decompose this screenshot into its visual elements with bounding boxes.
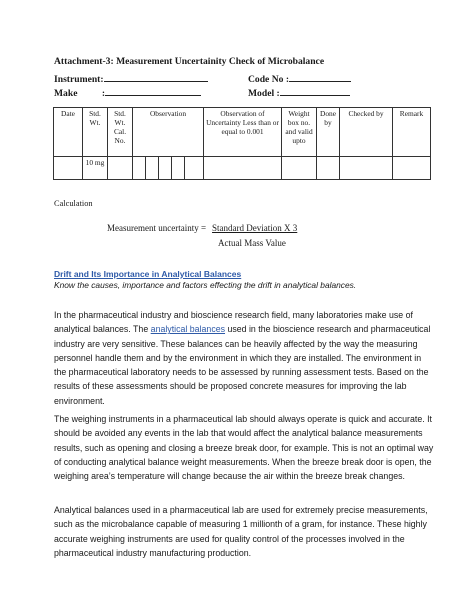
cell-observation-1 [133,157,146,180]
cell-weight-box [282,157,317,180]
make-row [54,85,201,99]
instrument-blank [104,71,208,82]
code-no-blank [289,71,351,82]
header-std-wt-cal-no: Std. Wt. Cal. No. [108,108,133,157]
cell-checked-by [340,157,393,180]
paragraph-1-before: In the pharmaceutical industry and bioscience research field, many laboratories make use of analytical balances. The [54,310,413,335]
instrument-label: Instrument: [54,74,104,85]
formula-numerator: Standard Deviation X 3 [212,223,298,233]
header-date: Date [54,108,83,157]
instrument-row [54,71,208,85]
paragraph-1 [54,308,434,408]
cell-observation-uncertainty [204,157,282,180]
code-no-row [248,71,351,85]
cell-observation-2 [146,157,159,180]
cell-std-wt-cal-no [108,157,133,180]
article-heading-link[interactable]: Drift and Its Importance in Analytical Balances [54,269,242,279]
table-header-row [54,108,431,157]
header-remark: Remark [393,108,431,157]
code-no-label: Code No : [248,74,290,85]
model-blank [280,85,350,96]
attachment-title: Attachment-3: Measurement Uncertainity Check of Microbalance [54,56,325,67]
table-row [54,157,431,180]
header-checked-by: Checked by [340,108,393,157]
calculation-label: Calculation [54,199,93,208]
make-blank [105,85,201,96]
paragraph-3: Analytical balances used in a pharmaceutical lab are used for extremely precise measurements, such as the microbalance capable of measuring 1 millionth of a gram, for instance. These highly accurate weighing instruments are used for quality control of the processes involved in the pharmaceutical industry manufacturing production. [54,505,428,558]
make-colon: : [101,88,106,99]
cell-date [54,157,83,180]
make-label: Make [54,88,78,99]
cell-std-wt: 10 mg [83,157,108,180]
model-row [248,85,350,99]
cell-remark [393,157,431,180]
header-done-by: Done by [317,108,340,157]
cell-observation-3 [159,157,172,180]
cell-observation-5 [185,157,204,180]
formula-line [107,223,297,233]
paragraph-2: The weighing instruments in a pharmaceutical lab should always operate is quick and accurate. It should be avoided any events in the lab that would affect the analytical balance measurements results, such as opening and closing a breeze break door, for example. This is not an optimal way of conducting analytical balance weight measurements. When the breeze break door is open, the weighing area’s temperature will change because the air within the breeze break changes. [54,414,434,482]
formula-lhs: Measurement uncertainty = [107,223,207,233]
header-observation-uncertainty: Observation of Uncertainty Less than or equal to 0.001 [204,108,282,157]
model-label: Model : [248,88,280,99]
header-std-wt: Std. Wt. [83,108,108,157]
analytical-balances-link[interactable]: analytical balances [150,324,226,335]
uncertainty-table [53,107,431,180]
header-observation: Observation [133,108,204,157]
article-subheading: Know the causes, importance and factors effecting the drift in analytical balances. [54,280,357,290]
cell-done-by [317,157,340,180]
formula-denominator: Actual Mass Value [218,238,286,248]
paragraph-1-after: used in the bioscience research and pharmaceutical industry are very sensitive. These balances can be heavily affected by the way the measuring personnel handle them and by the environment in which they are installed. The environment in the pharmaceutical laboratory needs to be assessed by running assessment tests. Based on the results of these assessments should be proposed concrete measures for improving the lab environment. [54,324,431,406]
header-weight-box: Weight box no. and valid upto [282,108,317,157]
cell-observation-4 [172,157,185,180]
